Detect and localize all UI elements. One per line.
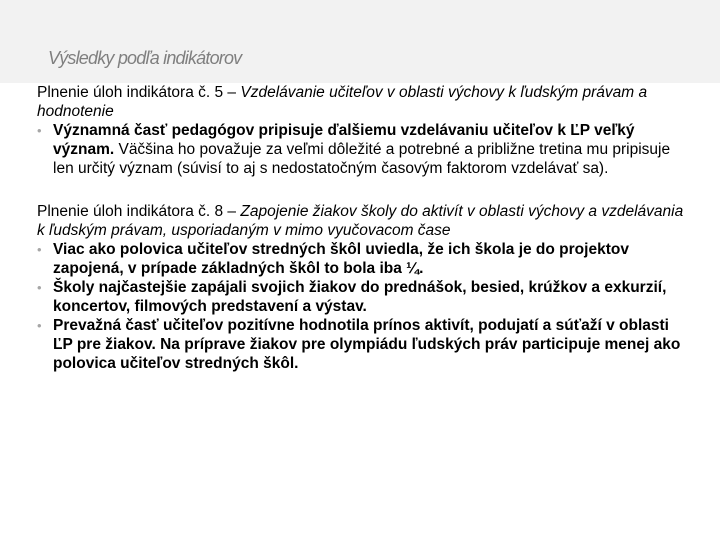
indicator-5-topic: Vzdelávanie učiteľov v oblasti výchovy k ľudským právam a hodnotenie [37, 84, 648, 120]
bullet-icon: • [37, 280, 42, 295]
slide-title: Výsledky podľa indikátorov [48, 48, 242, 68]
slide-content [37, 83, 687, 373]
indicator-8-bullets [37, 240, 687, 373]
bullet-bold-text: Významná časť pedagógov pripisuje ďalšiemu vzdelávaniu učiteľov k ĽP veľký význam. [53, 122, 635, 158]
bullet-icon: • [37, 123, 42, 138]
list-item [37, 316, 687, 373]
list-item [37, 121, 687, 178]
indicator-5-heading [37, 83, 687, 121]
indicator-8-topic: Zapojenie žiakov školy do aktivít v oblasti výchovy a vzdelávania k ľudským právam, usporiadaným v mimo vyučovacom čase [37, 203, 684, 239]
bullet-text: Väčšina ho považuje za veľmi dôležité a potrebné a približne tretina mu pripisuje len určitý význam (súvisí to aj s nedostatočným časovým faktorom vzdelávať sa). [53, 141, 671, 177]
list-item [37, 240, 687, 278]
bullet-bold-text: Školy najčastejšie zapájali svojich žiakov do prednášok, besied, krúžkov a exkurzií, koncertov, filmových predstavení a výstav. [53, 279, 667, 315]
indicator-8-lead: Plnenie úloh indikátora č. 8 – [37, 203, 241, 220]
bullet-bold-text: Viac ako polovica učiteľov stredných škôl uviedla, že ich škola je do projektov zapojená, v prípade základných škôl to bola iba ¼. [53, 241, 629, 277]
bullet-bold-text: Prevažná časť učiteľov pozitívne hodnotila prínos aktivít, podujatí a súťaží v oblasti ĽP pre žiakov. Na príprave žiakov pre olympiádu ľudských práv participuje menej ako polovica učiteľov stredných škôl. [53, 317, 681, 372]
indicator-5-bullets [37, 121, 687, 178]
indicator-8-heading [37, 202, 687, 240]
indicator-5-lead: Plnenie úloh indikátora č. 5 – [37, 84, 241, 101]
list-item [37, 278, 687, 316]
header-band [0, 0, 720, 83]
bullet-icon: • [37, 318, 42, 333]
bullet-icon: • [37, 242, 42, 257]
